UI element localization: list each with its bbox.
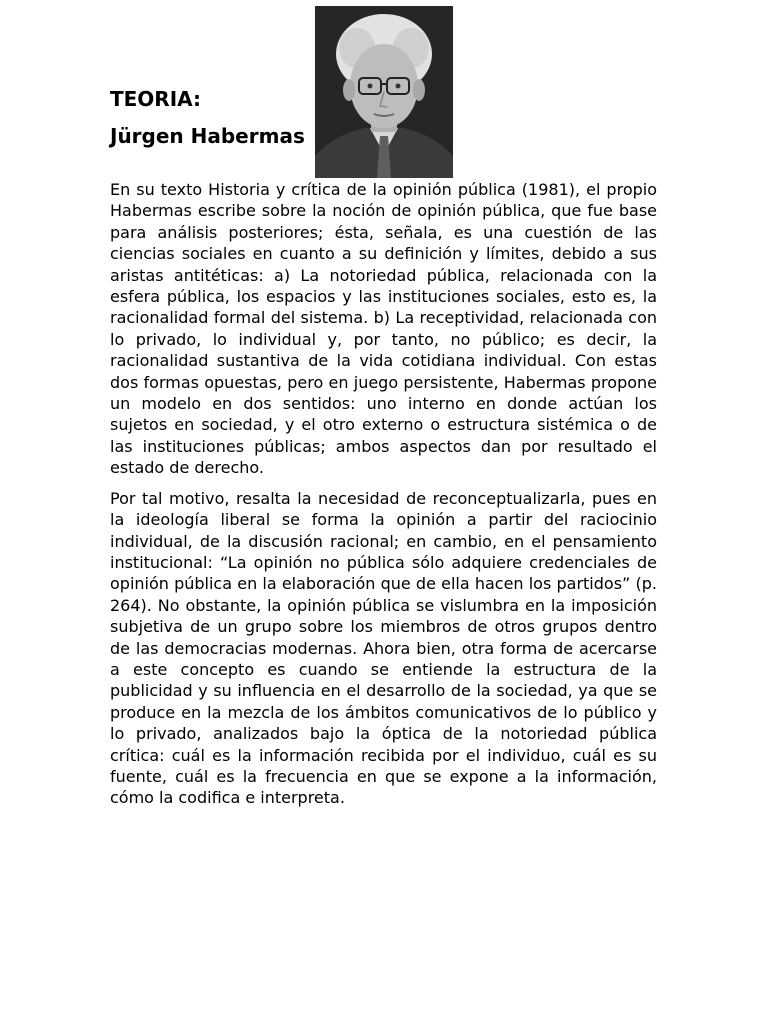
portrait-image	[315, 6, 453, 178]
heading-teoria: TEORIA:	[110, 87, 201, 111]
heading-author-name: Jürgen Habermas	[110, 124, 305, 148]
author-portrait-photo	[315, 6, 453, 178]
paragraph-1: En su texto Historia y crítica de la opinión pública (1981), el propio Habermas escribe sobre la noción de opinión pública, que fue base para análisis posteriores; ésta, señala, es una cuestión de las ciencias sociales en cuanto a su definición y límites, debido a sus aristas antitéticas: a) La notoriedad pública, relacionada con la esfera pública, los espacios y las instituciones sociales, esto es, la racionalidad formal del sistema. b) La receptividad, relacionada con lo privado, lo individual y, por tanto, no público; es decir, la racionalidad sustantiva de la vida cotidiana individual. Con estas dos formas opuestas, pero en juego persistente, Habermas propone un modelo en dos sentidos: uno interno en donde actúan los sujetos en sociedad, y el otro externo o estructura sistémica o de las instituciones públicas; ambos aspectos dan por resultado el estado de derecho.	[110, 180, 657, 478]
paragraph-2: Por tal motivo, resalta la necesidad de reconceptualizarla, pues en la ideología liberal se forma la opinión a partir del raciocinio individual, de la discusión racional; en cambio, en el pensamiento institucional: “La opinión no pública sólo adquiere credenciales de opinión pública en la elaboración que de ella hacen los partidos” (p. 264). No obstante, la opinión pública se vislumbra en la imposición subjetiva de un grupo sobre los miembros de otros grupos dentro de las democracias modernas. Ahora bien, otra forma de acercarse a este concepto es cuando se entiende la estructura de la publicidad y su influencia en el desarrollo de la sociedad, ya que se produce en la mezcla de los ámbitos comunicativos de lo público y lo privado, analizados bajo la óptica de la notoriedad pública crítica: cuál es la información recibida por el individuo, cuál es su fuente, cuál es la frecuencia en que se expone a la información, cómo la codifica e interpreta.	[110, 488, 657, 808]
article-body	[110, 179, 657, 818]
